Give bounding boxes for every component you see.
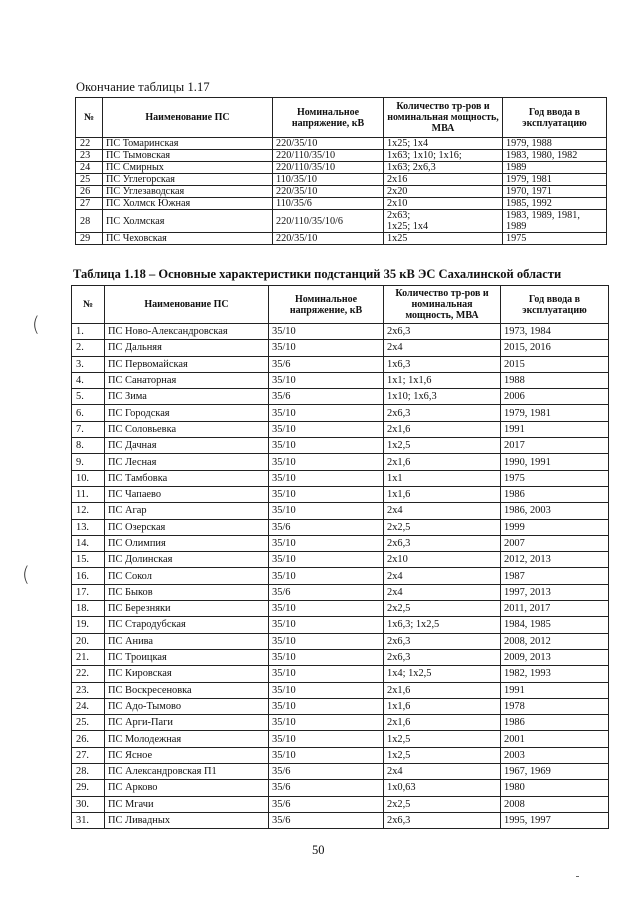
cell-substation-name: ПС Анива (105, 633, 269, 649)
cell-transformers: 1x1; 1x1,6 (384, 372, 501, 388)
cell-number: 2. (72, 340, 105, 356)
cell-voltage: 35/10 (269, 682, 384, 698)
table-row (72, 747, 609, 763)
table-row (72, 796, 609, 812)
cell-year: 1982, 1993 (501, 666, 609, 682)
cell-year: 1967, 1969 (501, 764, 609, 780)
cell-voltage: 35/10 (269, 698, 384, 714)
cell-year: 1991 (501, 682, 609, 698)
table-row (72, 470, 609, 486)
column-header-number: № (76, 98, 103, 138)
cell-number: 26. (72, 731, 105, 747)
cell-substation-name: ПС Тымовская (103, 150, 273, 162)
cell-substation-name: ПС Дальняя (105, 340, 269, 356)
cell-year: 2011, 2017 (501, 601, 609, 617)
cell-voltage: 35/10 (269, 715, 384, 731)
cell-voltage: 35/10 (269, 503, 384, 519)
cell-voltage: 35/10 (269, 601, 384, 617)
column-header-voltage: Номинальное напряжение, кВ (269, 286, 384, 324)
cell-transformers: 1x4; 1x2,5 (384, 666, 501, 682)
table-row (72, 340, 609, 356)
cell-year: 2008 (501, 796, 609, 812)
cell-substation-name: ПС Чапаево (105, 486, 269, 502)
cell-substation-name: ПС Ново-Александровская (105, 324, 269, 340)
cell-year: 2001 (501, 731, 609, 747)
cell-number: 27 (76, 198, 103, 210)
table-row (72, 780, 609, 796)
cell-number: 23 (76, 150, 103, 162)
cell-substation-name: ПС Долинская (105, 552, 269, 568)
cell-transformers: 1x2,5 (384, 731, 501, 747)
table-row (72, 649, 609, 665)
cell-voltage: 35/6 (269, 389, 384, 405)
cell-voltage: 35/10 (269, 372, 384, 388)
cell-voltage: 35/10 (269, 649, 384, 665)
cell-substation-name: ПС Сокол (105, 568, 269, 584)
cell-transformers: 1x1,6 (384, 486, 501, 502)
cell-number: 27. (72, 747, 105, 763)
cell-transformers: 2x2,5 (384, 519, 501, 535)
cell-voltage: 35/10 (269, 633, 384, 649)
cell-voltage: 35/10 (269, 340, 384, 356)
cell-voltage: 35/10 (269, 568, 384, 584)
cell-substation-name: ПС Быков (105, 584, 269, 600)
table-row (76, 150, 607, 162)
cell-number: 9. (72, 454, 105, 470)
table-row (72, 731, 609, 747)
cell-year: 1984, 1985 (501, 617, 609, 633)
cell-voltage: 35/10 (269, 438, 384, 454)
cell-voltage: 35/10 (269, 454, 384, 470)
cell-transformers: 1x63; 2x6,3 (384, 162, 503, 174)
cell-substation-name: ПС Агар (105, 503, 269, 519)
table-row (76, 210, 607, 233)
cell-substation-name: ПС Углегорская (103, 174, 273, 186)
cell-substation-name: ПС Троицкая (105, 649, 269, 665)
cell-year: 2017 (501, 438, 609, 454)
cell-year: 1986 (501, 486, 609, 502)
cell-substation-name: ПС Кировская (105, 666, 269, 682)
cell-year: 1991 (501, 421, 609, 437)
table-row (76, 162, 607, 174)
cell-number: 31. (72, 812, 105, 828)
cell-year: 2015, 2016 (501, 340, 609, 356)
cell-year: 1986, 2003 (501, 503, 609, 519)
cell-substation-name: ПС Первомайская (105, 356, 269, 372)
table-row (76, 174, 607, 186)
cell-year: 1983, 1989, 1981, 1989 (503, 210, 607, 233)
cell-number: 15. (72, 552, 105, 568)
cell-number: 30. (72, 796, 105, 812)
table-row (72, 698, 609, 714)
column-header-name: Наименование ПС (103, 98, 273, 138)
column-header-number: № (72, 286, 105, 324)
table-row (72, 715, 609, 731)
cell-number: 4. (72, 372, 105, 388)
cell-number: 18. (72, 601, 105, 617)
cell-voltage: 35/10 (269, 731, 384, 747)
cell-transformers: 2x4 (384, 503, 501, 519)
cell-number: 22. (72, 666, 105, 682)
cell-number: 26 (76, 186, 103, 198)
cell-year: 1986 (501, 715, 609, 731)
table-row (72, 682, 609, 698)
table-row (72, 438, 609, 454)
cell-voltage: 35/10 (269, 486, 384, 502)
cell-year: 2012, 2013 (501, 552, 609, 568)
cell-number: 25. (72, 715, 105, 731)
cell-substation-name: ПС Дачная (105, 438, 269, 454)
cell-voltage: 35/6 (269, 519, 384, 535)
cell-voltage: 35/10 (269, 324, 384, 340)
cell-number: 24 (76, 162, 103, 174)
cell-number: 21. (72, 649, 105, 665)
cell-transformers: 2x4 (384, 764, 501, 780)
cell-substation-name: ПС Ясное (105, 747, 269, 763)
table-row (72, 454, 609, 470)
cell-transformers: 2x6,3 (384, 633, 501, 649)
cell-number: 12. (72, 503, 105, 519)
cell-number: 22 (76, 138, 103, 150)
cell-voltage: 35/10 (269, 535, 384, 551)
cell-number: 29 (76, 233, 103, 245)
cell-year: 1970, 1971 (503, 186, 607, 198)
cell-substation-name: ПС Томаринская (103, 138, 273, 150)
cell-substation-name: ПС Холмск Южная (103, 198, 273, 210)
cell-substation-name: ПС Молодежная (105, 731, 269, 747)
cell-number: 20. (72, 633, 105, 649)
cell-year: 1973, 1984 (501, 324, 609, 340)
cell-year: 1995, 1997 (501, 812, 609, 828)
cell-transformers: 1x6,3 (384, 356, 501, 372)
cell-substation-name: ПС Лесная (105, 454, 269, 470)
cell-year: 1975 (503, 233, 607, 245)
cell-substation-name: ПС Арги-Паги (105, 715, 269, 731)
table-row (76, 138, 607, 150)
cell-number: 25 (76, 174, 103, 186)
cell-number: 17. (72, 584, 105, 600)
cell-transformers: 2x10 (384, 198, 503, 210)
cell-voltage: 35/6 (269, 584, 384, 600)
cell-voltage: 35/10 (269, 747, 384, 763)
cell-voltage: 110/35/6 (273, 198, 384, 210)
cell-year: 1999 (501, 519, 609, 535)
cell-substation-name: ПС Арково (105, 780, 269, 796)
cell-transformers: 1x6,3; 1x2,5 (384, 617, 501, 633)
table-row (72, 764, 609, 780)
cell-transformers: 1x1,6 (384, 698, 501, 714)
page-number: 50 (312, 843, 325, 857)
cell-number: 23. (72, 682, 105, 698)
cell-year: 2007 (501, 535, 609, 551)
table-118-body (72, 324, 609, 829)
cell-number: 6. (72, 405, 105, 421)
cell-transformers: 2x16 (384, 174, 503, 186)
column-header-transformers: Количество тр-ров и номинальная мощность, МВА (384, 98, 503, 138)
cell-year: 1987 (501, 568, 609, 584)
cell-transformers: 2x63; 1x25; 1x4 (384, 210, 503, 233)
cell-number: 13. (72, 519, 105, 535)
cell-year: 2006 (501, 389, 609, 405)
cell-voltage: 220/110/35/10 (273, 150, 384, 162)
cell-substation-name: ПС Мгачи (105, 796, 269, 812)
cell-year: 1979, 1981 (503, 174, 607, 186)
cell-substation-name: ПС Смирных (103, 162, 273, 174)
cell-number: 11. (72, 486, 105, 502)
cell-voltage: 220/110/35/10 (273, 162, 384, 174)
column-header-name: Наименование ПС (105, 286, 269, 324)
table-row (72, 486, 609, 502)
cell-transformers: 1x25 (384, 233, 503, 245)
table-row (72, 405, 609, 421)
table-row (72, 601, 609, 617)
cell-number: 19. (72, 617, 105, 633)
cell-transformers: 2x10 (384, 552, 501, 568)
cell-substation-name: ПС Березняки (105, 601, 269, 617)
cell-transformers: 2x6,3 (384, 535, 501, 551)
cell-transformers: 2x4 (384, 568, 501, 584)
table-117 (75, 97, 607, 245)
cell-voltage: 35/6 (269, 356, 384, 372)
cell-voltage: 220/110/35/10/6 (273, 210, 384, 233)
cell-transformers: 2x2,5 (384, 796, 501, 812)
cell-year: 1978 (501, 698, 609, 714)
table-row (72, 372, 609, 388)
cell-voltage: 110/35/10 (273, 174, 384, 186)
cell-year: 2015 (501, 356, 609, 372)
cell-substation-name: ПС Александровская П1 (105, 764, 269, 780)
cell-substation-name: ПС Санаторная (105, 372, 269, 388)
table-117-caption: Окончание таблицы 1.17 (76, 80, 210, 94)
cell-voltage: 220/35/10 (273, 233, 384, 245)
cell-transformers: 2x2,5 (384, 601, 501, 617)
cell-year: 1980 (501, 780, 609, 796)
cell-voltage: 35/10 (269, 470, 384, 486)
cell-transformers: 2x6,3 (384, 649, 501, 665)
table-row (72, 535, 609, 551)
cell-transformers: 2x1,6 (384, 682, 501, 698)
table-row (72, 421, 609, 437)
cell-voltage: 220/35/10 (273, 138, 384, 150)
cell-substation-name: ПС Углезаводская (103, 186, 273, 198)
cell-voltage: 220/35/10 (273, 186, 384, 198)
cell-transformers: 2x20 (384, 186, 503, 198)
cell-substation-name: ПС Воскресеновка (105, 682, 269, 698)
cell-number: 24. (72, 698, 105, 714)
table-row (76, 198, 607, 210)
table-row (76, 186, 607, 198)
cell-number: 3. (72, 356, 105, 372)
table-118-caption: Таблица 1.18 – Основные характеристики подстанций 35 кВ ЭС Сахалинской области (73, 267, 562, 281)
table-row (72, 633, 609, 649)
cell-voltage: 35/10 (269, 617, 384, 633)
table-row (76, 233, 607, 245)
cell-voltage: 35/10 (269, 421, 384, 437)
cell-substation-name: ПС Соловьевка (105, 421, 269, 437)
cell-transformers: 2x6,3 (384, 812, 501, 828)
table-row (72, 519, 609, 535)
cell-year: 1975 (501, 470, 609, 486)
cell-year: 1979, 1988 (503, 138, 607, 150)
cell-voltage: 35/6 (269, 812, 384, 828)
scan-speck (576, 876, 579, 877)
cell-year: 1989 (503, 162, 607, 174)
cell-year: 1988 (501, 372, 609, 388)
cell-number: 16. (72, 568, 105, 584)
cell-substation-name: ПС Озерская (105, 519, 269, 535)
cell-substation-name: ПС Стародубская (105, 617, 269, 633)
cell-year: 1979, 1981 (501, 405, 609, 421)
cell-transformers: 2x1,6 (384, 454, 501, 470)
cell-transformers: 1x0,63 (384, 780, 501, 796)
cell-substation-name: ПС Ливадных (105, 812, 269, 828)
table-row (72, 617, 609, 633)
cell-number: 29. (72, 780, 105, 796)
cell-year: 2008, 2012 (501, 633, 609, 649)
table-row (72, 503, 609, 519)
table-row (72, 568, 609, 584)
cell-voltage: 35/10 (269, 552, 384, 568)
cell-voltage: 35/6 (269, 796, 384, 812)
cell-number: 8. (72, 438, 105, 454)
table-row (72, 324, 609, 340)
cell-transformers: 2x4 (384, 584, 501, 600)
cell-year: 2009, 2013 (501, 649, 609, 665)
table-row (72, 666, 609, 682)
cell-number: 1. (72, 324, 105, 340)
cell-transformers: 1x25; 1x4 (384, 138, 503, 150)
cell-substation-name: ПС Холмская (103, 210, 273, 233)
cell-substation-name: ПС Зима (105, 389, 269, 405)
table-row (72, 356, 609, 372)
cell-transformers: 1x2,5 (384, 747, 501, 763)
table-118 (71, 285, 609, 829)
cell-substation-name: ПС Городская (105, 405, 269, 421)
cell-voltage: 35/10 (269, 666, 384, 682)
cell-voltage: 35/10 (269, 405, 384, 421)
column-header-transformers: Количество тр-ров и номинальная мощность, МВА (384, 286, 501, 324)
cell-transformers: 2x6,3 (384, 405, 501, 421)
cell-number: 5. (72, 389, 105, 405)
cell-substation-name: ПС Олимпия (105, 535, 269, 551)
table-row (72, 584, 609, 600)
cell-number: 28 (76, 210, 103, 233)
cell-voltage: 35/6 (269, 764, 384, 780)
cell-transformers: 1x63; 1x10; 1x16; (384, 150, 503, 162)
cell-transformers: 2x6,3 (384, 324, 501, 340)
cell-transformers: 2x4 (384, 340, 501, 356)
cell-substation-name: ПС Тамбовка (105, 470, 269, 486)
cell-transformers: 1x10; 1x6,3 (384, 389, 501, 405)
table-row (72, 552, 609, 568)
cell-year: 1997, 2013 (501, 584, 609, 600)
cell-transformers: 1x1 (384, 470, 501, 486)
cell-voltage: 35/6 (269, 780, 384, 796)
cell-substation-name: ПС Чеховская (103, 233, 273, 245)
column-header-year: Год ввода в эксплуатацию (503, 98, 607, 138)
cell-transformers: 2x1,6 (384, 715, 501, 731)
column-header-year: Год ввода в эксплуатацию (501, 286, 609, 324)
margin-bracket-mark: ( (32, 312, 40, 336)
cell-substation-name: ПС Адо-Тымово (105, 698, 269, 714)
table-117-body (76, 138, 607, 245)
cell-year: 2003 (501, 747, 609, 763)
cell-year: 1983, 1980, 1982 (503, 150, 607, 162)
table-row (72, 389, 609, 405)
table-row (72, 812, 609, 828)
cell-transformers: 1x2,5 (384, 438, 501, 454)
cell-number: 28. (72, 764, 105, 780)
cell-year: 1985, 1992 (503, 198, 607, 210)
cell-transformers: 2x1,6 (384, 421, 501, 437)
cell-number: 7. (72, 421, 105, 437)
margin-bracket-mark: ( (22, 562, 30, 586)
cell-year: 1990, 1991 (501, 454, 609, 470)
column-header-voltage: Номинальное напряжение, кВ (273, 98, 384, 138)
cell-number: 10. (72, 470, 105, 486)
cell-number: 14. (72, 535, 105, 551)
